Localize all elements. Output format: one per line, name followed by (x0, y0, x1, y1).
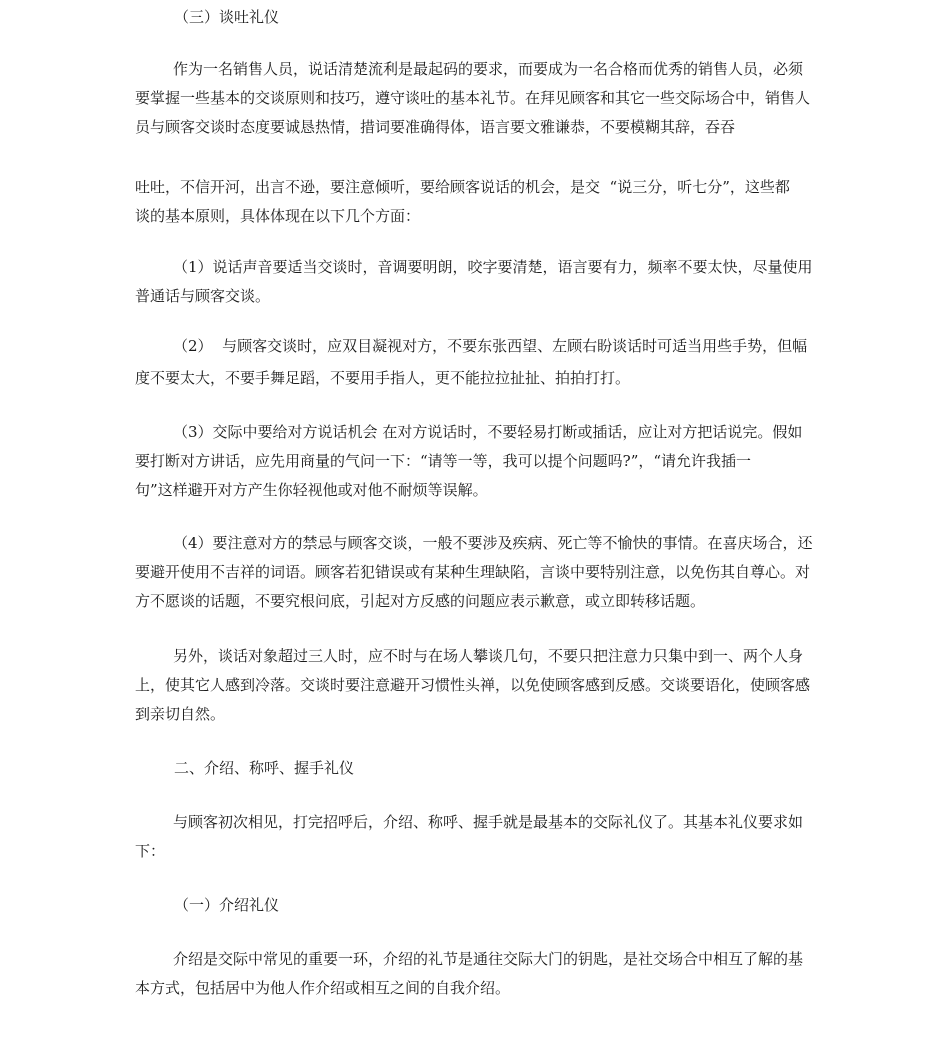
paragraph-speech-intro (135, 55, 885, 142)
list-item-1 (135, 253, 885, 311)
text-line: （2） 与顾客交谈时，应双目凝视对方，不要东张西望、左顾右盼谈话时可适当用些手势，但幅 (173, 337, 808, 355)
heading-section-2: 二、介绍、称呼、握手礼仪 (174, 759, 355, 777)
paragraph-other (135, 642, 885, 729)
text-line: 普通话与顾客交谈。 (135, 287, 271, 305)
text-line: 员与顾客交谈时态度要诚恳热情，措词要准确得体，语言要文雅谦恭，不要模糊其辞，吞吞 (135, 118, 736, 136)
heading-introduction-etiquette: （一）介绍礼仪 (174, 896, 280, 914)
paragraph-introduction (135, 945, 885, 1003)
text-line: 作为一名销售人员，说话清楚流利是最起码的要求，而要成为一名合格而优秀的销售人员，必须 (173, 60, 804, 78)
text-line: 另外，谈话对象超过三人时，应不时与在场人攀谈几句，不要只把注意力只集中到一、两个人身 (173, 647, 804, 665)
text-line: 吐吐，不信开河，出言不逊，要注意倾听，要给顾客说话的机会，是交 “说三分，听七分”，这些都 (135, 178, 790, 196)
text-line: 本方式，包括居中为他人作介绍或相互之间的自我介绍。 (135, 979, 511, 997)
list-item-4 (135, 529, 885, 616)
text-line: （3）交际中要给对方说话机会 在对方说话时，不要轻易打断或插话，应让对方把话说完。假如 (173, 423, 803, 441)
paragraph-section-2 (135, 808, 885, 866)
text-line: （4）要注意对方的禁忌与顾客交谈，一般不要涉及疾病、死亡等不愉快的事情。在喜庆场合，还 (173, 534, 813, 552)
text-line: 度不要太大，不要手舞足蹈，不要用手指人，更不能拉拉扯扯、拍拍打打。 (135, 369, 631, 387)
text-line: 要打断对方讲话，应先用商量的气问一下：“请等一等，我可以提个问题吗?”，“请允许我插一 (135, 452, 752, 470)
text-line: 方不愿谈的话题，不要究根问底，引起对方反感的问题应表示歉意，或立即转移话题。 (135, 592, 706, 610)
paragraph-speech-continued (135, 173, 885, 231)
text-line: 到亲切自然。 (135, 705, 226, 723)
text-line: 上，使其它人感到冷落。交谈时要注意避开习惯性头禅，以免使顾客感到反感。交谈要语化，使顾客感 (135, 676, 811, 694)
text-line: 与顾客初次相见，打完招呼后，介绍、称呼、握手就是最基本的交际礼仪了。其基本礼仪要求如 (173, 813, 804, 831)
text-line: 下： (135, 842, 166, 860)
text-line: 要掌握一些基本的交谈原则和技巧，遵守谈吐的基本礼节。在拜见顾客和其它一些交际场合中，销售人 (135, 89, 811, 107)
list-item-3 (135, 418, 885, 505)
text-line: 介绍是交际中常见的重要一环，介绍的礼节是通往交际大门的钥匙，是社交场合中相互了解的基 (173, 950, 804, 968)
heading-speech-etiquette: （三）谈吐礼仪 (174, 8, 280, 26)
text-line: 要避开使用不吉祥的词语。顾客若犯错误或有某种生理缺陷，言谈中要特别注意，以免伤其自尊心。对 (135, 563, 811, 581)
text-line: 谈的基本原则，具体体现在以下几个方面： (135, 207, 421, 225)
text-line: 句”这样避开对方产生你轻视他或对他不耐烦等误解。 (135, 481, 488, 499)
text-line: （1）说话声音要适当交谈时，音调要明朗，咬字要清楚，语言要有力，频率不要太快，尽量使用 (173, 258, 813, 276)
list-item-2 (135, 332, 885, 393)
